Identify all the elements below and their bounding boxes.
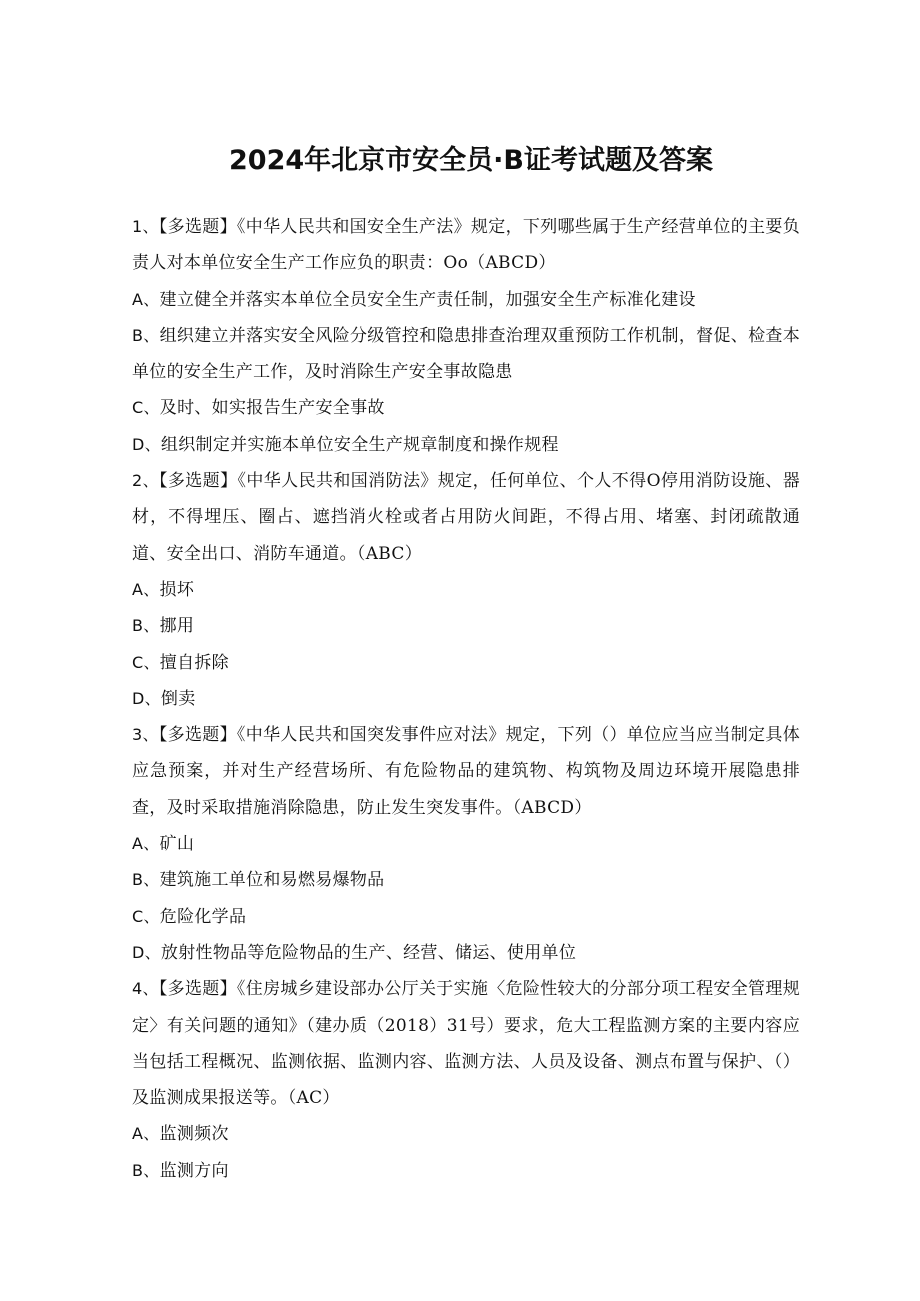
option-text: 组织建立并落实安全风险分级管控和隐患排查治理双重预防工作机制，督促、检查本单位的安全生产工作，及时消除生产安全事故隐患 — [132, 325, 800, 383]
option-d — [132, 681, 800, 717]
question-stem — [132, 209, 800, 282]
question-4 — [132, 971, 800, 1189]
option-letter: D、 — [132, 942, 161, 962]
option-b — [132, 608, 800, 644]
option-text: 挪用 — [159, 616, 195, 637]
question-number: 2、 — [132, 471, 159, 491]
question-1 — [132, 209, 800, 463]
option-text: 倒卖 — [160, 688, 196, 709]
question-text: 【多选题】《中华人民共和国安全生产法》规定，下列哪些属于生产经营单位的主要负责人对本单位安全生产工作应负的职责：Oo（ABCD） — [132, 217, 800, 274]
question-text: 【多选题】《中华人民共和国消防法》规定，任何单位、个人不得O停用消防设施、器材，不得埋压、圈占、遮挡消火栓或者占用防火间距，不得占用、堵塞、封闭疏散通道、安全出口、消防车通道。（ABC） — [132, 471, 800, 564]
question-text: 【多选题】《中华人民共和国突发事件应对法》规定，下列（）单位应当应当制定具体应急预案，并对生产经营场所、有危险物品的建筑物、构筑物及周边环境开展隐患排查，及时采取措施消除隐患，防止发生突发事件。（ABCD） — [132, 725, 800, 818]
option-c — [132, 390, 800, 426]
option-b — [132, 1153, 800, 1189]
option-text: 放射性物品等危险物品的生产、经营、储运、使用单位 — [160, 942, 577, 963]
question-2 — [132, 463, 800, 717]
option-letter: C、 — [132, 652, 160, 672]
option-a — [132, 282, 800, 318]
option-text: 监测频次 — [159, 1124, 229, 1145]
option-letter: D、 — [132, 688, 161, 708]
option-text: 建筑施工单位和易燃易爆物品 — [159, 870, 385, 891]
option-b — [132, 862, 800, 898]
option-text: 危险化学品 — [159, 906, 247, 927]
option-text: 擅自拆除 — [159, 652, 229, 673]
option-a — [132, 1116, 800, 1152]
option-text: 监测方向 — [159, 1160, 229, 1181]
option-letter: C、 — [132, 906, 160, 926]
option-letter: B、 — [132, 1160, 160, 1180]
question-number: 3、 — [132, 725, 159, 745]
option-text: 矿山 — [159, 834, 195, 855]
question-stem — [132, 971, 800, 1116]
option-b — [132, 318, 800, 391]
option-a — [132, 826, 800, 862]
question-3 — [132, 717, 800, 971]
option-letter: B、 — [132, 870, 160, 890]
question-number: 4、 — [132, 979, 159, 999]
question-number: 1、 — [132, 217, 159, 236]
document-title: 2024年北京市安全员·B证考试题及答案 — [229, 145, 713, 176]
option-letter: D、 — [132, 434, 161, 454]
option-text: 及时、如实报告生产安全事故 — [159, 398, 385, 419]
option-letter: A、 — [132, 1124, 160, 1144]
option-text: 损坏 — [159, 579, 195, 600]
question-text: 【多选题】《住房城乡建设部办公厅关于实施〈危险性较大的分部分项工程安全管理规定〉有关问题的通知》（建办质（2018）31号）要求，危大工程监测方案的主要内容应当包括工程概况、监测依据、监测内容、监测方法、人员及设备、测点布置与保护、（）及监测成果报送等。（AC） — [132, 979, 800, 1109]
option-c — [132, 645, 800, 681]
option-letter: A、 — [132, 289, 160, 309]
option-d — [132, 935, 800, 971]
option-letter: B、 — [132, 325, 160, 345]
option-letter: B、 — [132, 616, 160, 636]
option-letter: C、 — [132, 398, 160, 418]
question-stem — [132, 717, 800, 826]
option-letter: A、 — [132, 579, 160, 599]
option-a — [132, 572, 800, 608]
option-letter: A、 — [132, 834, 160, 854]
option-c — [132, 899, 800, 935]
option-text: 建立健全并落实本单位全员安全生产责任制，加强安全生产标准化建设 — [159, 289, 696, 310]
option-d — [132, 427, 800, 463]
option-text: 组织制定并实施本单位安全生产规章制度和操作规程 — [160, 434, 559, 455]
question-stem — [132, 463, 800, 572]
